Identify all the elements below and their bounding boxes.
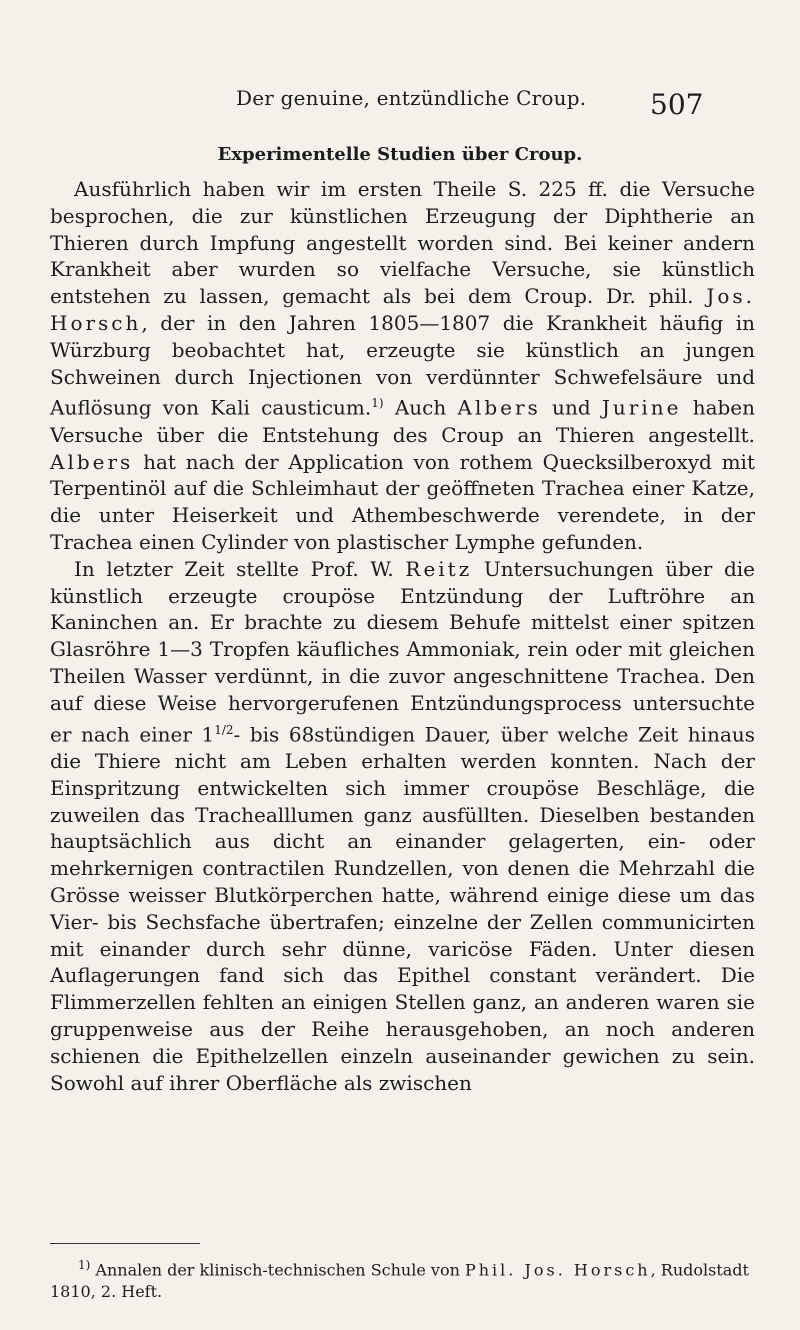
author-name-albers: Albers — [457, 396, 541, 421]
body-text — [50, 176, 755, 1096]
author-name-reitz: Reitz — [405, 556, 473, 581]
footnote-mark: 1) — [78, 1258, 91, 1272]
p2-text-a: In letzter Zeit stellte Prof. W. — [74, 556, 406, 581]
footnote-text-a: Annalen der klinisch-technischen Schule von — [90, 1260, 465, 1280]
footnote-text-b: , Rudolstadt 1810, 2. Heft. — [50, 1260, 749, 1302]
p1-text-d: und — [540, 396, 602, 421]
p2-text-b: Untersuchungen über die künstlich erzeugte croupöse Entzündung der Luftröhre an Kaninchen an. Er brachte zu diesem Behufe mittelst einer spitzen Glasröhre 1—3 Tropfen käufliches Ammoniak, rein oder mit gleichen Theilen Wasser verdünnt, in die zuvor angeschnittene Trachea. Den auf diese Weise hervorgerufenen Entzündungsprocess untersuchte er nach einer 1 — [50, 556, 755, 747]
fraction: 1/2 — [214, 722, 234, 737]
p1-text-a: Ausführlich haben wir im ersten Theile S. 225 ff. die Versuche besprochen, die zur künstlichen Erzeugung der Diphtherie an Thieren durch Impfung angestellt worden sind. Bei keiner andern Krankheit aber wurden so vielfache Versuche, sie künstlich entstehen zu lassen, gemacht als bei dem Croup. Dr. phil. — [50, 177, 755, 309]
p1-text-b: , der in den Jahren 1805—1807 die Krankheit häufig in Würzburg beobachtet hat, erzeugte sie künstlich an jungen Schweinen durch Injectionen von verdünnter Schwefelsäure und Auflösung von Kali causticum. — [50, 310, 755, 421]
p2-text-c: - bis 68stündigen Dauer, über welche Zeit hinaus die Thiere nicht am Leben erhalten werden konnten. Nach der Einspritzung entwickelten sich immer croupöse Beschläge, die zuweilen das Trachealllumen ganz ausfüllten. Dieselben bestanden hauptsächlich aus dicht an einander gelagerten, ein- oder mehrkernigen contractilen Rundzellen, von denen die Mehrzahl die Grösse weisser Blutkörperchen hatte, während einige diese um das Vier- bis Sechsfache übertrafen; einzelne der Zellen communicirten mit einander durch sehr dünne, varicöse Fäden. Unter diesen Auflagerungen fand sich das Epithel constant verändert. Die Flimmerzellen fehlten an einigen Stellen ganz, an anderen waren sie gruppenweise aus der Reihe herausgehoben, an noch anderen schienen die Epithelzellen einzeln auseinander gewichen zu sein. Sowohl auf ihrer Oberfläche als zwischen — [50, 722, 756, 1095]
footnote — [50, 1254, 755, 1303]
author-name-albers-2: Albers — [50, 449, 134, 474]
p1-text-c: Auch — [383, 396, 458, 421]
footnote-reference: 1) — [371, 396, 384, 411]
paragraph-2 — [50, 556, 755, 1097]
running-title: Der genuine, entzündliche Croup. — [236, 86, 587, 110]
footnote-divider — [50, 1243, 200, 1244]
page-number: 507 — [650, 88, 704, 121]
section-title: Experimentelle Studien über Croup. — [217, 144, 583, 165]
paragraph-1 — [50, 176, 755, 556]
author-name-horsch: Jos. Horsch — [50, 284, 755, 335]
footnote-author-name: Phil. Jos. Horsch — [464, 1260, 651, 1280]
p1-text-e: haben Versuche über die Entstehung des Croup an Thieren angestellt. — [50, 396, 756, 447]
p1-text-f: hat nach der Application von rothem Quecksilberoxyd mit Terpentinöl auf die Schleimhaut der geöffneten Trachea einer Katze, die unter Heiserkeit und Athembeschwerde verendete, in der Trachea einen Cylinder von plastischer Lymphe gefunden. — [50, 449, 755, 555]
author-name-jurine: Jurine — [601, 396, 682, 421]
